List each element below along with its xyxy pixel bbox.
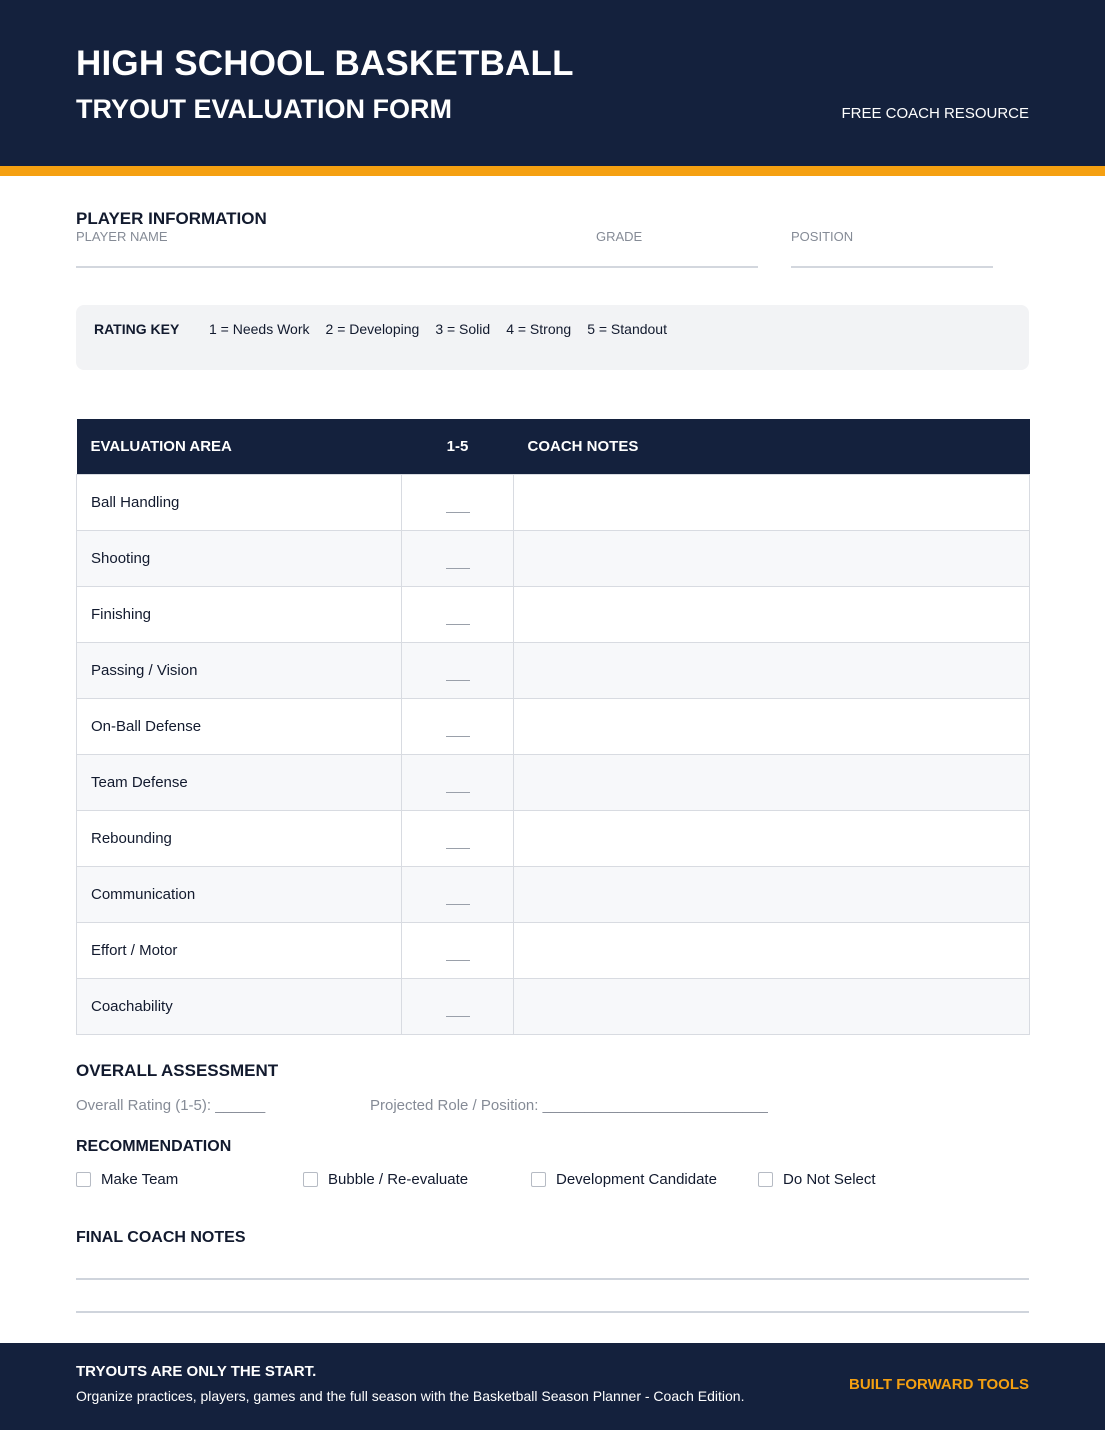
score-cell[interactable] <box>402 755 514 811</box>
table-row <box>77 755 1030 811</box>
evaluation-area-cell: Communication <box>77 867 402 923</box>
footer-text: Organize practices, players, games and the full season with the Basketball Season Planner - Coach Edition. <box>76 1388 745 1404</box>
checkbox[interactable] <box>531 1172 546 1187</box>
projected-role-field[interactable]: Projected Role / Position: ___________________________ <box>370 1097 768 1114</box>
evaluation-table <box>76 419 1030 1035</box>
score-blank <box>446 960 470 961</box>
table-row <box>77 475 1030 531</box>
table-row <box>77 811 1030 867</box>
header-coach-notes: COACH NOTES <box>514 419 1030 475</box>
score-cell[interactable] <box>402 643 514 699</box>
checkbox[interactable] <box>76 1172 91 1187</box>
position-field[interactable] <box>791 266 993 268</box>
evaluation-area-cell: Ball Handling <box>77 475 402 531</box>
evaluation-area-cell: Passing / Vision <box>77 643 402 699</box>
coach-notes-cell[interactable] <box>514 531 1030 587</box>
score-blank <box>446 736 470 737</box>
table-header-row <box>77 419 1030 475</box>
evaluation-area-cell: Shooting <box>77 531 402 587</box>
player-name-field[interactable] <box>76 266 758 268</box>
score-cell[interactable] <box>402 531 514 587</box>
option-bubble[interactable] <box>303 1171 468 1188</box>
coach-notes-cell[interactable] <box>514 587 1030 643</box>
option-label: Do Not Select <box>783 1171 876 1188</box>
score-cell[interactable] <box>402 979 514 1035</box>
player-info-title: PLAYER INFORMATION <box>76 209 267 228</box>
table-row <box>77 699 1030 755</box>
rating-key-items <box>209 321 667 337</box>
score-cell[interactable] <box>402 923 514 979</box>
coach-notes-cell[interactable] <box>514 699 1030 755</box>
evaluation-area-cell: Rebounding <box>77 811 402 867</box>
checkbox[interactable] <box>303 1172 318 1187</box>
page-title: HIGH SCHOOL BASKETBALL <box>76 44 574 83</box>
score-cell[interactable] <box>402 475 514 531</box>
score-blank <box>446 904 470 905</box>
score-blank <box>446 1016 470 1017</box>
score-cell[interactable] <box>402 811 514 867</box>
resource-label: FREE COACH RESOURCE <box>841 105 1029 122</box>
table-row <box>77 867 1030 923</box>
coach-notes-cell[interactable] <box>514 867 1030 923</box>
header-score: 1-5 <box>402 419 514 475</box>
option-label: Make Team <box>101 1171 179 1188</box>
coach-notes-cell[interactable] <box>514 755 1030 811</box>
rating-key-label: RATING KEY <box>94 321 180 337</box>
recommendation-title: RECOMMENDATION <box>76 1138 232 1155</box>
rating-key-item: 4 = Strong <box>506 321 572 337</box>
rating-key-box <box>76 305 1029 370</box>
score-blank <box>446 568 470 569</box>
footer-title: TRYOUTS ARE ONLY THE START. <box>76 1363 317 1380</box>
overall-rating-field[interactable]: Overall Rating (1-5): ______ <box>76 1097 266 1114</box>
rating-key-item: 2 = Developing <box>325 321 420 337</box>
coach-notes-cell[interactable] <box>514 643 1030 699</box>
score-blank <box>446 848 470 849</box>
score-cell[interactable] <box>402 699 514 755</box>
checkbox[interactable] <box>758 1172 773 1187</box>
grade-label: GRADE <box>596 229 643 244</box>
table-row <box>77 587 1030 643</box>
notes-line[interactable] <box>76 1311 1029 1313</box>
final-notes-title: FINAL COACH NOTES <box>76 1229 246 1246</box>
option-label: Development Candidate <box>556 1171 717 1188</box>
coach-notes-cell[interactable] <box>514 475 1030 531</box>
position-label: POSITION <box>791 229 854 244</box>
score-blank <box>446 792 470 793</box>
overall-assessment-title: OVERALL ASSESSMENT <box>76 1061 279 1080</box>
player-name-label: PLAYER NAME <box>76 229 168 244</box>
option-make-team[interactable] <box>76 1171 178 1188</box>
score-cell[interactable] <box>402 587 514 643</box>
header-banner <box>0 0 1105 166</box>
score-blank <box>446 680 470 681</box>
coach-notes-cell[interactable] <box>514 811 1030 867</box>
table-row <box>77 923 1030 979</box>
table-row <box>77 531 1030 587</box>
footer-banner <box>0 1343 1105 1430</box>
rating-key-item: 5 = Standout <box>587 321 667 337</box>
score-blank <box>446 624 470 625</box>
evaluation-area-cell: Coachability <box>77 979 402 1035</box>
page-subtitle: TRYOUT EVALUATION FORM <box>76 94 452 124</box>
table-row <box>77 979 1030 1035</box>
evaluation-area-cell: On-Ball Defense <box>77 699 402 755</box>
rating-key-item: 1 = Needs Work <box>209 321 310 337</box>
notes-line[interactable] <box>76 1278 1029 1280</box>
accent-stripe <box>0 166 1105 176</box>
score-blank <box>446 512 470 513</box>
evaluation-area-cell: Effort / Motor <box>77 923 402 979</box>
score-cell[interactable] <box>402 867 514 923</box>
evaluation-area-cell: Team Defense <box>77 755 402 811</box>
option-development-candidate[interactable] <box>531 1171 717 1188</box>
footer-brand: BUILT FORWARD TOOLS <box>849 1376 1029 1393</box>
coach-notes-cell[interactable] <box>514 979 1030 1035</box>
option-do-not-select[interactable] <box>758 1171 876 1188</box>
coach-notes-cell[interactable] <box>514 923 1030 979</box>
table-row <box>77 643 1030 699</box>
option-label: Bubble / Re-evaluate <box>328 1171 469 1188</box>
header-evaluation-area: EVALUATION AREA <box>77 419 402 475</box>
rating-key-item: 3 = Solid <box>435 321 491 337</box>
evaluation-area-cell: Finishing <box>77 587 402 643</box>
